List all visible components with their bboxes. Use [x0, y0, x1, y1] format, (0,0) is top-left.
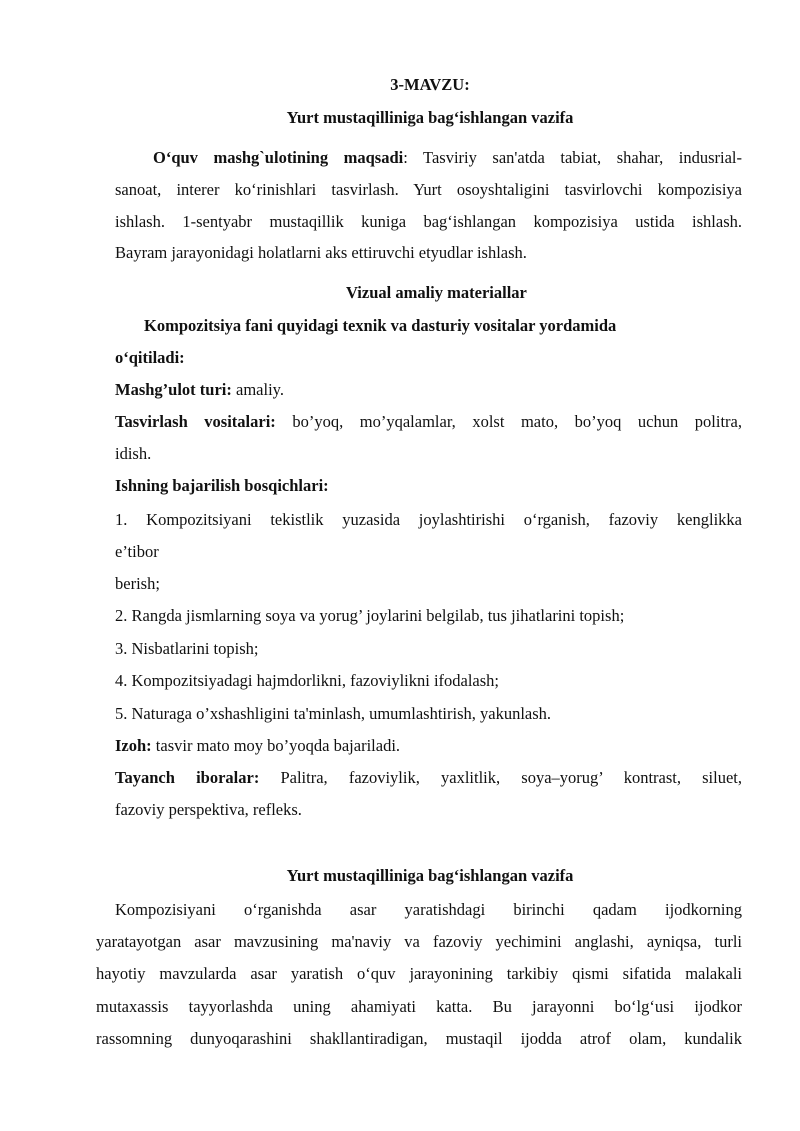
section-2-line-3: hayotiy mavzularda asar yaratish o‘quv jarayonining tarkibiy qismi sifatida malakali	[96, 964, 742, 983]
goal-line-4: Bayram jarayonidagi holatlarni aks ettiruvchi etyudlar ishlash.	[115, 243, 527, 262]
means-value-1: bo’yoq, mo’yqalamlar, xolst mato, bo’yoq uchun politra,	[292, 412, 743, 431]
stage-4: 4. Kompozitsiyadagi hajmdorlikni, fazoviylikni ifodalash;	[115, 671, 500, 690]
page-title: 3-MAVZU:	[390, 75, 470, 94]
stage-1-line-2: e’tibor	[115, 542, 159, 561]
tools-intro-line-2: o‘qitiladi:	[115, 348, 185, 367]
keywords-label: Tayanch iboralar:	[115, 768, 260, 787]
stages-heading: Ishning bajarilish bosqichlari:	[115, 476, 329, 495]
keywords-line-2: fazoviy perspektiva, refleks.	[115, 800, 302, 819]
training-type	[115, 380, 284, 400]
note	[115, 736, 400, 756]
stage-3: 3. Nisbatlarini topish;	[115, 639, 259, 658]
note-label: Izoh:	[115, 736, 152, 755]
goal-line-3: ishlash. 1-sentyabr mustaqillik kuniga bag‘ishlangan kompozisiya ustida ishlash.	[115, 212, 742, 231]
section-2-line-1: Kompozisiyani o‘rganishda asar yaratishdagi birinchi qadam ijodkorning	[115, 900, 742, 919]
goal-text-1: : Tasviriy san'atda tabiat, shahar, indusrial-	[403, 148, 742, 167]
goal-line-1	[153, 148, 742, 168]
section-2-heading: Yurt mustaqilliniga bag‘ishlangan vazifa	[286, 866, 574, 885]
tools-intro-line-1: Kompozitsiya fani quyidagi texnik va dasturiy vositalar yordamida	[144, 316, 617, 335]
training-type-value: amaliy.	[231, 380, 284, 399]
section-2-line-5: rassomning dunyoqarashini shakllantiradigan, mustaqil ijodda atrof olam, kundalik	[96, 1029, 742, 1048]
keywords-value-1: Palitra, fazoviylik, yaxlitlik, soya–yorug’ kontrast, siluet,	[280, 768, 742, 787]
stage-1-line-3: berish;	[115, 574, 160, 593]
stage-2: 2. Rangda jismlarning soya va yorug’ joylarini belgilab, tus jihatlarini topish;	[115, 606, 625, 625]
training-type-label: Mashg’ulot turi:	[115, 380, 232, 399]
keywords-line-1	[115, 768, 742, 788]
section-2-line-4: mutaxassis tayyorlashda uning ahamiyati katta. Bu jarayonni bo‘lg‘usi ijodkor	[96, 997, 742, 1016]
page-subtitle: Yurt mustaqilliniga bag‘ishlangan vazifa	[286, 108, 574, 127]
visual-materials-heading: Vizual amaliy materiallar	[346, 283, 527, 302]
means-line-2: idish.	[115, 444, 152, 463]
means-line-1	[115, 412, 742, 432]
goal-line-2: sanoat, interer ko‘rinishlari tasvirlash. Yurt osoyshtaligini tasvirlovchi kompozisiya	[115, 180, 742, 199]
stage-1-line-1: 1. Kompozitsiyani tekistlik yuzasida joylashtirishi o‘rganish, fazoviy kenglikka	[115, 510, 742, 529]
note-value: tasvir mato moy bo’yoqda bajariladi.	[151, 736, 401, 755]
stage-5: 5. Naturaga o’xshashligini ta'minlash, umumlashtirish, yakunlash.	[115, 704, 552, 723]
goal-label: O‘quv mashg`ulotining maqsadi	[153, 148, 404, 167]
means-label: Tasvirlash vositalari:	[115, 412, 276, 431]
section-2-line-2: yaratayotgan asar mavzusining ma'naviy va fazoviy yechimini anglashi, ayniqsa, turli	[96, 932, 742, 951]
